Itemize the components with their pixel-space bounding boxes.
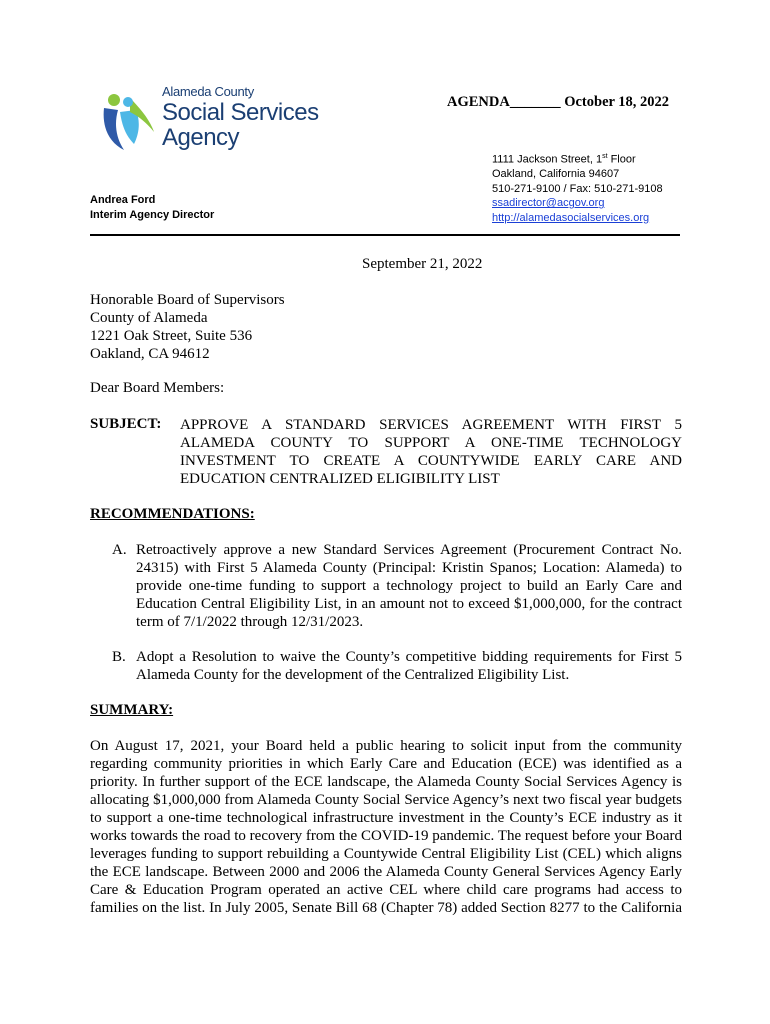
subject-line: EDUCATION CENTRALIZED ELIGIBILITY LIST — [180, 471, 500, 487]
logo-county-text: Alameda County — [162, 84, 254, 99]
subject-line: INVESTMENT TO CREATE A COUNTYWIDE EARLY CARE AND — [180, 453, 682, 469]
director-title: Interim Agency Director — [90, 208, 215, 221]
salutation: Dear Board Members: — [90, 380, 225, 396]
recommendation-item — [112, 648, 682, 684]
inside-address-line: Honorable Board of Supervisors — [90, 292, 285, 308]
header-divider — [90, 234, 680, 236]
address-website-link[interactable]: http://alamedasocialservices.org — [492, 211, 650, 224]
letter-date: September 21, 2022 — [362, 256, 483, 272]
recommendation-item — [112, 541, 682, 631]
subject-line: ALAMEDA COUNTY TO SUPPORT A ONE-TIME TECHNOLOGY — [180, 435, 682, 451]
recommendation-letter: A. — [112, 542, 127, 558]
subject-line: APPROVE A STANDARD SERVICES AGREEMENT WITH FIRST 5 — [180, 417, 682, 433]
recommendation-text: Retroactively approve a new Standard Services Agreement (Procurement Contract No. 24315) with First 5 Alameda County (Principal: Kristin Spanos; Location: Alameda) to provide one-time funding to support a technology project to build an Early Care and Education Central Eligibility List, in an amount not to exceed $1,000,000, for the contract term of 7/1/2022 through 12/31/2023. — [136, 542, 682, 630]
recommendation-text: Adopt a Resolution to waive the County’s competitive bidding requirements for First 5 Alameda County for the development of the Centralized Eligibility List. — [136, 649, 682, 683]
address-phone: 510-271-9100 / Fax: 510-271-9108 — [492, 182, 663, 195]
summary-heading: SUMMARY: — [90, 702, 174, 718]
inside-address-line: 1221 Oak Street, Suite 536 — [90, 328, 253, 344]
address-city: Oakland, California 94607 — [492, 168, 620, 181]
inside-address-line: County of Alameda — [90, 310, 208, 326]
agency-logo — [100, 84, 319, 156]
address-street-line: 1111 Jackson Street, 1st Floor — [492, 153, 636, 166]
logo-title-line2: Agency — [162, 124, 240, 151]
inside-address-line: Oakland, CA 94612 — [90, 346, 210, 362]
director-name: Andrea Ford — [90, 194, 156, 206]
summary-paragraph: On August 17, 2021, your Board held a public hearing to solicit input from the community regarding community priorities in which Early Care and Education (ECE) was identified as a priority. In further support of the ECE landscape, the Alameda County Social Services Agency is allocating $1,000,000 from Alameda County Social Service Agency’s next two fiscal year budgets to support a one-time technological infrastructure investment in the County’s ECE industry as it works towards the road to recovery from the COVID-19 pandemic. The request before your Board leverages funding to support rebuilding a Countywide Central Eligibility List (CEL) which aligns the ECE landscape. Between 2000 and 2006 the Alameda County General Services Agency Early Care & Education Program operated an active CEL where child care programs had access to families on the list. In July 2005, Senate Bill 68 (Chapter 78) added Section 8277 to the California — [90, 738, 682, 916]
recommendation-letter: B. — [112, 649, 126, 665]
agenda-header: AGENDA_______ October 18, 2022 — [447, 94, 670, 110]
inside-address — [90, 291, 285, 363]
recommendations-heading: RECOMMENDATIONS: — [90, 506, 255, 522]
subject-text — [180, 416, 682, 488]
subject-label: SUBJECT: — [90, 416, 162, 432]
logo-figure-icon — [100, 92, 158, 156]
director-block — [90, 193, 214, 222]
logo-title-line1: Social Services — [162, 99, 319, 126]
address-email-link[interactable]: ssadirector@acgov.org — [492, 197, 605, 210]
agency-address — [492, 150, 663, 225]
